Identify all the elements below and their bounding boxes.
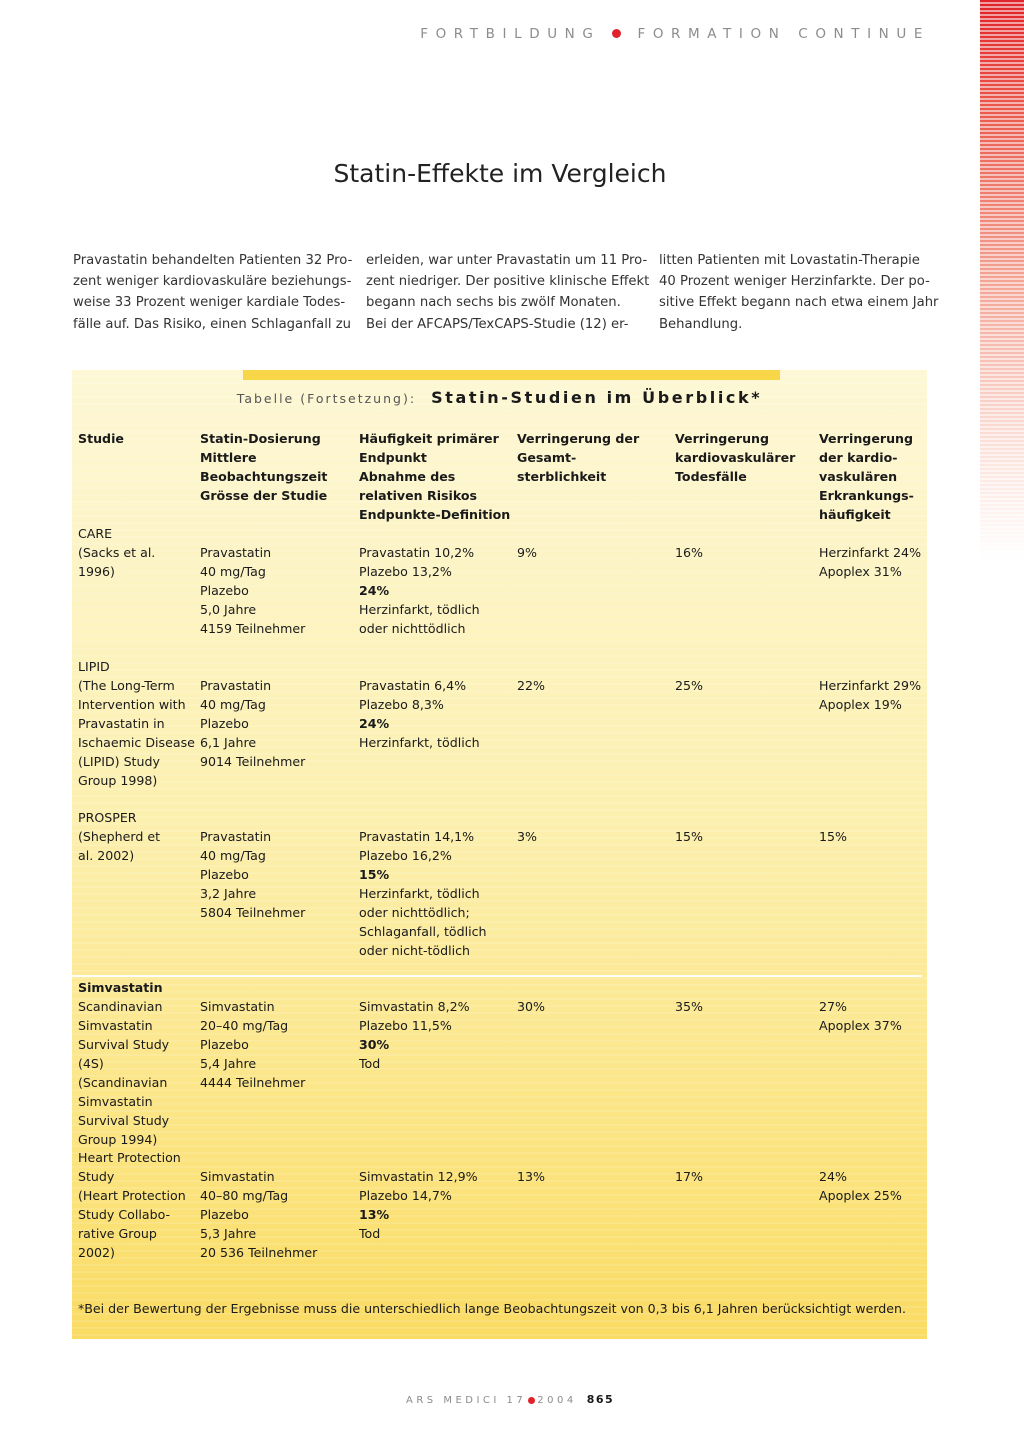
cv-deaths-cell: 35% [675, 999, 703, 1014]
cell-line: Scandinavian [78, 999, 163, 1014]
cell-line: Grösse der Studie [200, 488, 328, 503]
cell-line: oder nicht-tödlich [359, 943, 471, 958]
cell-line: oder nichttödlich; [359, 905, 470, 920]
cell-line: der kardio- [819, 450, 898, 465]
statin-studies-table [72, 370, 927, 1339]
cv-disease-cell [819, 1167, 902, 1205]
intro-line: Behandlung. [659, 316, 743, 332]
dosing-cell [200, 676, 305, 771]
cell-line: Plazebo 14,7% [359, 1188, 452, 1203]
dosing-cell [200, 997, 305, 1092]
table-caption [72, 388, 927, 407]
cell-line: 40–80 mg/Tag [200, 1188, 289, 1203]
cell-line: Herzinfarkt 29% [819, 678, 922, 693]
cv-deaths-cell: 25% [675, 678, 703, 693]
cell-line: Plazebo 16,2% [359, 848, 452, 863]
cell-line: Plazebo [200, 1037, 249, 1052]
study-name [78, 657, 195, 790]
cell-line: Ischaemic Disease [78, 735, 195, 750]
study-name [78, 524, 155, 581]
cell-line: 1996) [78, 564, 115, 579]
cell-line: Group 1994) [78, 1132, 158, 1147]
dosing-cell [200, 1167, 317, 1262]
mortality-cell: 30% [517, 999, 545, 1014]
intro-line: begann nach sechs bis zwölf Monaten. [366, 295, 621, 311]
cv-deaths-cell: 15% [675, 829, 703, 844]
section-label: Simvastatin [78, 980, 163, 995]
intro-line: fälle auf. Das Risiko, einen Schlaganfall zu [73, 316, 351, 332]
section-divider [72, 975, 922, 977]
page-footer [406, 1393, 614, 1406]
cell-line: Plazebo [200, 867, 249, 882]
cell-line: 5,4 Jahre [200, 1056, 257, 1071]
cell-line: Häufigkeit primärer [359, 431, 499, 446]
study-name [78, 808, 160, 865]
mortality-cell: 22% [517, 678, 545, 693]
page-title: Statin-Effekte im Vergleich [333, 158, 667, 188]
intro-column-2 [366, 250, 650, 335]
cell-line: (Shepherd et [78, 829, 161, 844]
cell-line: al. 2002) [78, 848, 135, 863]
table-top-bar [243, 370, 780, 380]
cell-line: Pravastatin [200, 678, 272, 693]
mortality-cell: 3% [517, 829, 537, 844]
cell-line: Endpunkt [359, 450, 427, 465]
cell-line: Statin-Dosierung [200, 431, 321, 446]
column-header [819, 429, 914, 524]
mortality-cell: 13% [517, 1169, 545, 1184]
cell-line: (Scandinavian [78, 1075, 168, 1090]
cell-line: 40 mg/Tag [200, 564, 266, 579]
cell-line: Survival Study [78, 1113, 170, 1128]
cell-line: (4S) [78, 1056, 104, 1071]
cell-line: Verringerung der [517, 431, 640, 446]
cv-disease-cell [819, 676, 921, 714]
cell-line: Verringerung [819, 431, 914, 446]
cell-line: Mittlere [200, 450, 257, 465]
cell-line: Heart Protection [78, 1150, 181, 1165]
study-name [78, 1148, 186, 1262]
intro-line: zent weniger kardiovaskuläre beziehungs- [73, 274, 352, 290]
cell-line: Simvastatin [200, 999, 275, 1014]
cell-line: Simvastatin [78, 1018, 153, 1033]
cell-line: Todesfälle [675, 469, 747, 484]
caption-prefix: Tabelle (Fortsetzung): [236, 391, 417, 406]
caption-mark: * [751, 388, 763, 407]
page-number: 865 [586, 1393, 615, 1406]
cell-line: häufigkeit [819, 507, 891, 522]
cell-line: oder nichttödlich [359, 621, 466, 636]
cell-line: 2002) [78, 1245, 115, 1260]
cell-line: Schlaganfall, tödlich [359, 924, 487, 939]
intro-column-1 [73, 250, 353, 335]
endpoint-cell [359, 1167, 478, 1243]
cell-line: 5804 Teilnehmer [200, 905, 306, 920]
intro-line: zent niedriger. Der positive klinische Effekt [366, 274, 650, 290]
table-footnote: *Bei der Bewertung der Ergebnisse muss die unterschiedlich lange Beobachtungszeit von 0,3 bis 6,1 Jahren berücksichtigt werden. [78, 1301, 907, 1316]
cv-deaths-cell: 17% [675, 1169, 703, 1184]
intro-line: weise 33 Prozent weniger kardiale Todes- [73, 295, 346, 311]
cell-line: Pravastatin 14,1% [359, 829, 475, 844]
cell-line: Apoplex 19% [819, 697, 902, 712]
intro-line: 40 Prozent weniger Herzinfarkte. Der po- [659, 274, 930, 290]
intro-line: sitive Effekt begann nach etwa einem Jahr [659, 295, 939, 311]
cell-line: 3,2 Jahre [200, 886, 257, 901]
cell-line: Plazebo [200, 1207, 249, 1222]
cell-line: Pravastatin [200, 545, 272, 560]
cell-line: Survival Study [78, 1037, 170, 1052]
mortality-cell: 9% [517, 545, 537, 560]
cell-line: 4444 Teilnehmer [200, 1075, 306, 1090]
cell-line: Apoplex 31% [819, 564, 902, 579]
cell-line: Pravastatin [200, 829, 272, 844]
intro-column-3 [659, 250, 939, 335]
cell-line: LIPID [78, 659, 110, 674]
cell-line: Tod [359, 1226, 381, 1241]
cell-line: 13% [359, 1207, 390, 1222]
cv-disease-cell [819, 543, 921, 581]
cell-line: (Sacks et al. [78, 545, 156, 560]
footer-dot-icon [528, 1397, 535, 1404]
cell-line: Simvastatin [200, 1169, 275, 1184]
cell-line: Apoplex 25% [819, 1188, 902, 1203]
decorative-side-stripe [980, 0, 1024, 560]
cell-line: Study Collabo- [78, 1207, 171, 1222]
cv-deaths-cell: 16% [675, 545, 703, 560]
cell-line: 15% [359, 867, 390, 882]
cell-line: Intervention with [78, 697, 186, 712]
cell-line: (Heart Protection [78, 1188, 186, 1203]
endpoint-cell [359, 543, 480, 638]
footer-journal: ARS MEDICI 17 [406, 1395, 527, 1406]
endpoint-cell [359, 676, 480, 752]
cell-line: 30% [359, 1037, 390, 1052]
cell-line: Plazebo [200, 583, 249, 598]
cell-line: Simvastatin [78, 1094, 153, 1109]
cell-line: 40 mg/Tag [200, 697, 266, 712]
cell-line: (The Long-Term [78, 678, 175, 693]
column-header [78, 429, 124, 448]
cell-line: Verringerung [675, 431, 770, 446]
cell-line: relativen Risikos [359, 488, 478, 503]
cell-line: Endpunkte-Definition [359, 507, 511, 522]
cell-line: Simvastatin 8,2% [359, 999, 470, 1014]
cell-line: rative Group [78, 1226, 157, 1241]
intro-line: erleiden, war unter Pravastatin um 11 Pro- [366, 253, 648, 268]
cell-line: Herzinfarkt, tödlich [359, 602, 480, 617]
cell-line: sterblichkeit [517, 469, 607, 484]
cv-disease-cell [819, 827, 847, 846]
dosing-cell [200, 543, 305, 638]
cell-line: Abnahme des [359, 469, 456, 484]
intro-line: Pravastatin behandelten Patienten 32 Pro- [73, 253, 353, 268]
cell-line: Pravastatin in [78, 716, 165, 731]
running-header [290, 26, 930, 42]
cell-line: Gesamt- [517, 450, 577, 465]
dosing-cell [200, 827, 305, 922]
cell-line: Plazebo 13,2% [359, 564, 452, 579]
cell-line: 15% [819, 829, 847, 844]
cell-line: Group 1998) [78, 773, 158, 788]
column-header [675, 429, 795, 486]
cell-line: Apoplex 37% [819, 1018, 902, 1033]
footer-year: 2004 [537, 1395, 577, 1406]
intro-line: litten Patienten mit Lovastatin-Therapie [659, 253, 920, 268]
cell-line: 27% [819, 999, 847, 1014]
cell-line: 24% [819, 1169, 847, 1184]
endpoint-cell [359, 997, 470, 1073]
cell-line: 5,3 Jahre [200, 1226, 257, 1241]
cell-line: 20–40 mg/Tag [200, 1018, 289, 1033]
cell-line: Herzinfarkt 24% [819, 545, 922, 560]
cell-line: Plazebo 11,5% [359, 1018, 452, 1033]
cell-line: 24% [359, 716, 390, 731]
endpoint-cell [359, 827, 487, 960]
cell-line: Tod [359, 1056, 381, 1071]
cell-line: (LIPID) Study [78, 754, 160, 769]
cell-line: Study [78, 1169, 115, 1184]
header-left: FORTBILDUNG [420, 26, 601, 42]
cell-line: Pravastatin 10,2% [359, 545, 475, 560]
cell-line: 5,0 Jahre [200, 602, 257, 617]
cell-line: Erkrankungs- [819, 488, 914, 503]
header-right: FORMATION CONTINUE [637, 26, 930, 42]
cell-line: kardiovaskulärer [675, 450, 796, 465]
cell-line: Herzinfarkt, tödlich [359, 735, 480, 750]
cell-line: Studie [78, 431, 124, 446]
study-name [78, 997, 169, 1149]
cell-line: 20 536 Teilnehmer [200, 1245, 318, 1260]
caption-title: Statin-Studien im Überblick [431, 388, 752, 407]
column-header [359, 429, 510, 524]
cell-line: PROSPER [78, 810, 137, 825]
cell-line: 6,1 Jahre [200, 735, 257, 750]
cell-line: 4159 Teilnehmer [200, 621, 306, 636]
header-dot-icon [612, 29, 621, 38]
cell-line: Pravastatin 6,4% [359, 678, 467, 693]
cell-line: Simvastatin 12,9% [359, 1169, 478, 1184]
cell-line: Plazebo [200, 716, 249, 731]
intro-line: Bei der AFCAPS/TexCAPS-Studie (12) er- [366, 316, 629, 332]
cell-line: 24% [359, 583, 390, 598]
cell-line: Plazebo 8,3% [359, 697, 444, 712]
column-header [517, 429, 639, 486]
cell-line: Beobachtungszeit [200, 469, 328, 484]
cv-disease-cell [819, 997, 902, 1035]
column-header [200, 429, 327, 505]
cell-line: Herzinfarkt, tödlich [359, 886, 480, 901]
cell-line: vaskulären [819, 469, 898, 484]
cell-line: 40 mg/Tag [200, 848, 266, 863]
cell-line: CARE [78, 526, 113, 541]
cell-line: 9014 Teilnehmer [200, 754, 306, 769]
